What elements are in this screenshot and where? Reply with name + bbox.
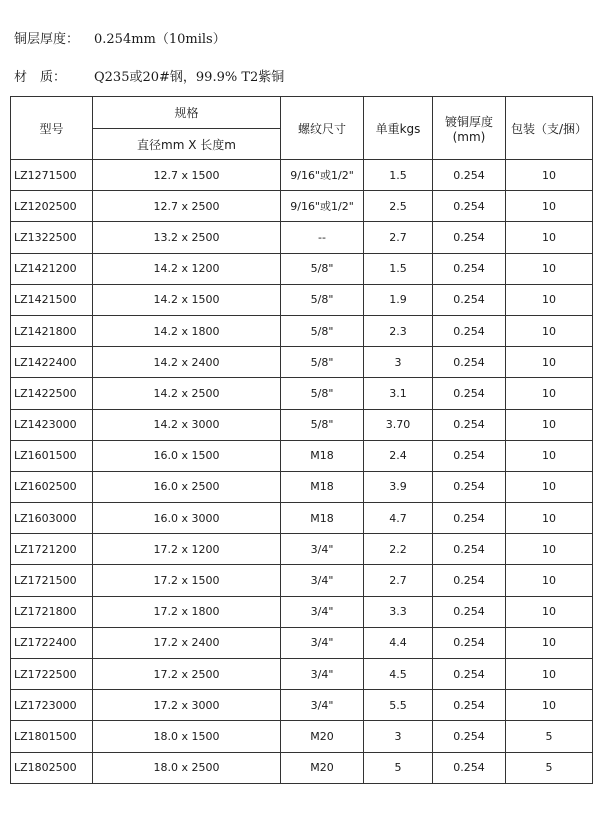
- table-row: [11, 565, 593, 596]
- cell-thickness: 0.254: [433, 409, 506, 440]
- cell-thickness: 0.254: [433, 752, 506, 783]
- cell-package: 10: [506, 378, 593, 409]
- cell-package: 10: [506, 253, 593, 284]
- cell-model: LZ1202500: [11, 191, 93, 222]
- table-row: [11, 752, 593, 783]
- copper-thickness-line: [14, 28, 226, 47]
- cell-thread: M18: [281, 440, 364, 471]
- cell-weight: 2.2: [364, 534, 433, 565]
- cell-spec: 16.0 x 2500: [93, 471, 281, 502]
- cell-thread: 5/8": [281, 347, 364, 378]
- cell-spec: 14.2 x 2400: [93, 347, 281, 378]
- cell-thickness: 0.254: [433, 378, 506, 409]
- table-row: [11, 721, 593, 752]
- table-row: [11, 471, 593, 502]
- cell-weight: 3.70: [364, 409, 433, 440]
- material-label: 材 质：: [14, 70, 67, 85]
- cell-weight: 3.1: [364, 378, 433, 409]
- cell-thread: 3/4": [281, 690, 364, 721]
- table-row: [11, 347, 593, 378]
- cell-weight: 4.5: [364, 659, 433, 690]
- cell-thickness: 0.254: [433, 596, 506, 627]
- product-spec-table: [10, 96, 593, 784]
- cell-thread: 5/8": [281, 315, 364, 346]
- table-row: [11, 315, 593, 346]
- cell-thread: --: [281, 222, 364, 253]
- cell-thickness: 0.254: [433, 565, 506, 596]
- cell-weight: 1.9: [364, 284, 433, 315]
- cell-thread: 5/8": [281, 284, 364, 315]
- copper-thickness-label: 铜层厚度：: [14, 32, 80, 47]
- cell-model: LZ1802500: [11, 752, 93, 783]
- header-copper-thickness: 镀铜厚度 (mm): [433, 97, 506, 160]
- cell-weight: 5.5: [364, 690, 433, 721]
- cell-thread: 3/4": [281, 596, 364, 627]
- cell-package: 10: [506, 627, 593, 658]
- header-model: 型号: [11, 97, 93, 160]
- cell-model: LZ1722400: [11, 627, 93, 658]
- cell-weight: 2.4: [364, 440, 433, 471]
- cell-thread: M20: [281, 721, 364, 752]
- cell-weight: 2.7: [364, 222, 433, 253]
- cell-spec: 17.2 x 1500: [93, 565, 281, 596]
- cell-spec: 17.2 x 2400: [93, 627, 281, 658]
- cell-package: 10: [506, 222, 593, 253]
- material-line: [14, 66, 284, 85]
- cell-package: 10: [506, 659, 593, 690]
- cell-spec: 18.0 x 1500: [93, 721, 281, 752]
- cell-weight: 1.5: [364, 253, 433, 284]
- cell-package: 10: [506, 471, 593, 502]
- table-row: [11, 409, 593, 440]
- cell-thickness: 0.254: [433, 253, 506, 284]
- material-value: Q235或20#钢，99.9% T2紫铜: [94, 70, 285, 85]
- table-row: [11, 284, 593, 315]
- cell-model: LZ1721800: [11, 596, 93, 627]
- cell-model: LZ1801500: [11, 721, 93, 752]
- cell-thickness: 0.254: [433, 627, 506, 658]
- cell-thread: 3/4": [281, 659, 364, 690]
- cell-thickness: 0.254: [433, 503, 506, 534]
- cell-spec: 14.2 x 1200: [93, 253, 281, 284]
- cell-thread: M20: [281, 752, 364, 783]
- table-row: [11, 659, 593, 690]
- cell-model: LZ1423000: [11, 409, 93, 440]
- table-row: [11, 627, 593, 658]
- cell-model: LZ1422500: [11, 378, 93, 409]
- cell-package: 10: [506, 347, 593, 378]
- cell-model: LZ1422400: [11, 347, 93, 378]
- header-weight: 单重kgs: [364, 97, 433, 160]
- cell-thickness: 0.254: [433, 440, 506, 471]
- copper-thickness-value: 0.254mm（10mils）: [94, 32, 226, 47]
- cell-package: 10: [506, 565, 593, 596]
- header-spec-sub: 直径mm X 长度m: [93, 129, 281, 160]
- cell-thread: M18: [281, 471, 364, 502]
- cell-thickness: 0.254: [433, 690, 506, 721]
- cell-weight: 4.4: [364, 627, 433, 658]
- table-row: [11, 690, 593, 721]
- cell-thread: 3/4": [281, 627, 364, 658]
- cell-thread: 3/4": [281, 565, 364, 596]
- cell-thickness: 0.254: [433, 347, 506, 378]
- cell-model: LZ1603000: [11, 503, 93, 534]
- cell-thread: 5/8": [281, 253, 364, 284]
- cell-spec: 16.0 x 3000: [93, 503, 281, 534]
- cell-thread: 9/16"或1/2": [281, 191, 364, 222]
- cell-weight: 1.5: [364, 160, 433, 191]
- header-thread: 螺纹尺寸: [281, 97, 364, 160]
- cell-weight: 3: [364, 347, 433, 378]
- header-spec: 规格: [93, 97, 281, 129]
- table-row: [11, 440, 593, 471]
- cell-weight: 3.9: [364, 471, 433, 502]
- cell-package: 10: [506, 503, 593, 534]
- cell-model: LZ1722500: [11, 659, 93, 690]
- cell-weight: 3: [364, 721, 433, 752]
- cell-spec: 13.2 x 2500: [93, 222, 281, 253]
- cell-spec: 14.2 x 3000: [93, 409, 281, 440]
- cell-model: LZ1322500: [11, 222, 93, 253]
- cell-weight: 4.7: [364, 503, 433, 534]
- cell-spec: 17.2 x 1200: [93, 534, 281, 565]
- table-row: [11, 222, 593, 253]
- cell-thickness: 0.254: [433, 284, 506, 315]
- cell-model: LZ1721200: [11, 534, 93, 565]
- cell-weight: 2.7: [364, 565, 433, 596]
- cell-package: 10: [506, 596, 593, 627]
- cell-spec: 14.2 x 2500: [93, 378, 281, 409]
- cell-model: LZ1271500: [11, 160, 93, 191]
- cell-thickness: 0.254: [433, 315, 506, 346]
- cell-spec: 17.2 x 3000: [93, 690, 281, 721]
- table-row: [11, 160, 593, 191]
- cell-model: LZ1421200: [11, 253, 93, 284]
- header-package: 包装（支/捆）: [506, 97, 593, 160]
- cell-thickness: 0.254: [433, 534, 506, 565]
- table-header: [11, 97, 593, 160]
- cell-spec: 14.2 x 1800: [93, 315, 281, 346]
- cell-package: 10: [506, 440, 593, 471]
- cell-thread: 3/4": [281, 534, 364, 565]
- cell-thread: 9/16"或1/2": [281, 160, 364, 191]
- cell-package: 5: [506, 721, 593, 752]
- table-row: [11, 378, 593, 409]
- cell-package: 10: [506, 160, 593, 191]
- table-row: [11, 596, 593, 627]
- cell-thickness: 0.254: [433, 160, 506, 191]
- cell-package: 10: [506, 315, 593, 346]
- cell-package: 5: [506, 752, 593, 783]
- cell-weight: 3.3: [364, 596, 433, 627]
- cell-thread: 5/8": [281, 409, 364, 440]
- cell-spec: 16.0 x 1500: [93, 440, 281, 471]
- cell-package: 10: [506, 284, 593, 315]
- cell-thickness: 0.254: [433, 191, 506, 222]
- cell-thickness: 0.254: [433, 659, 506, 690]
- cell-package: 10: [506, 191, 593, 222]
- cell-spec: 12.7 x 1500: [93, 160, 281, 191]
- cell-thread: M18: [281, 503, 364, 534]
- cell-model: LZ1601500: [11, 440, 93, 471]
- table-body: [11, 160, 593, 784]
- cell-spec: 18.0 x 2500: [93, 752, 281, 783]
- table-row: [11, 253, 593, 284]
- cell-spec: 17.2 x 2500: [93, 659, 281, 690]
- cell-thickness: 0.254: [433, 471, 506, 502]
- cell-thread: 5/8": [281, 378, 364, 409]
- cell-thickness: 0.254: [433, 721, 506, 752]
- cell-model: LZ1421800: [11, 315, 93, 346]
- cell-weight: 2.5: [364, 191, 433, 222]
- cell-package: 10: [506, 409, 593, 440]
- cell-model: LZ1721500: [11, 565, 93, 596]
- cell-model: LZ1421500: [11, 284, 93, 315]
- cell-thickness: 0.254: [433, 222, 506, 253]
- cell-weight: 5: [364, 752, 433, 783]
- cell-model: LZ1602500: [11, 471, 93, 502]
- cell-package: 10: [506, 534, 593, 565]
- table-row: [11, 191, 593, 222]
- cell-model: LZ1723000: [11, 690, 93, 721]
- cell-weight: 2.3: [364, 315, 433, 346]
- cell-spec: 12.7 x 2500: [93, 191, 281, 222]
- table-row: [11, 503, 593, 534]
- table-row: [11, 534, 593, 565]
- cell-spec: 14.2 x 1500: [93, 284, 281, 315]
- cell-spec: 17.2 x 1800: [93, 596, 281, 627]
- cell-package: 10: [506, 690, 593, 721]
